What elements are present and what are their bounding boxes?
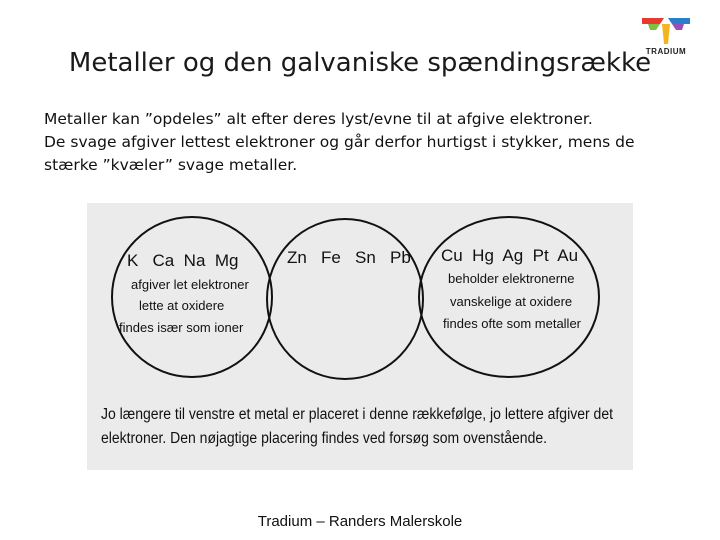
group-3-metals: Cu Hg Ag Pt Au xyxy=(441,246,579,265)
group-3-line-2: vanskelige at oxidere xyxy=(450,294,573,309)
logo-text: TRADIUM xyxy=(645,47,687,56)
slide-body xyxy=(44,108,674,177)
venn-diagram xyxy=(87,203,633,470)
slide-title: Metaller og den galvaniske spændingsrække xyxy=(68,48,652,78)
group-3-line-3: findes ofte som metaller xyxy=(443,316,582,331)
group-1-line-2: lette at oxidere xyxy=(139,298,225,313)
paragraph-2: De svage afgiver lettest elektroner og går derfor hurtigst i stykker, mens de stærke ”kvæler” svage metaller. xyxy=(44,133,635,174)
tradium-logo-icon xyxy=(638,14,694,46)
group-1-line-3: findes især som ioner xyxy=(119,320,244,335)
figure-caption-line-2: elektroner. Den nøjagtige placering findes ved forsøg som ovenstående. xyxy=(101,430,547,447)
slide-footer: Tradium – Randers Malerskole xyxy=(257,513,463,530)
figure-caption-line-1: Jo længere til venstre et metal er placeret i denne rækkefølge, jo lettere afgiver det xyxy=(101,406,614,423)
group-1-line-1: afgiver let elektroner xyxy=(131,277,249,292)
scanned-figure xyxy=(87,203,633,470)
group-2-metals: Zn Fe Sn Pb xyxy=(287,248,411,267)
group-3-line-1: beholder elektronerne xyxy=(448,271,575,286)
paragraph-1: Metaller kan ”opdeles” alt efter deres lyst/evne til at afgive elektroner. xyxy=(44,110,593,128)
group-1-metals: K Ca Na Mg xyxy=(127,251,239,270)
